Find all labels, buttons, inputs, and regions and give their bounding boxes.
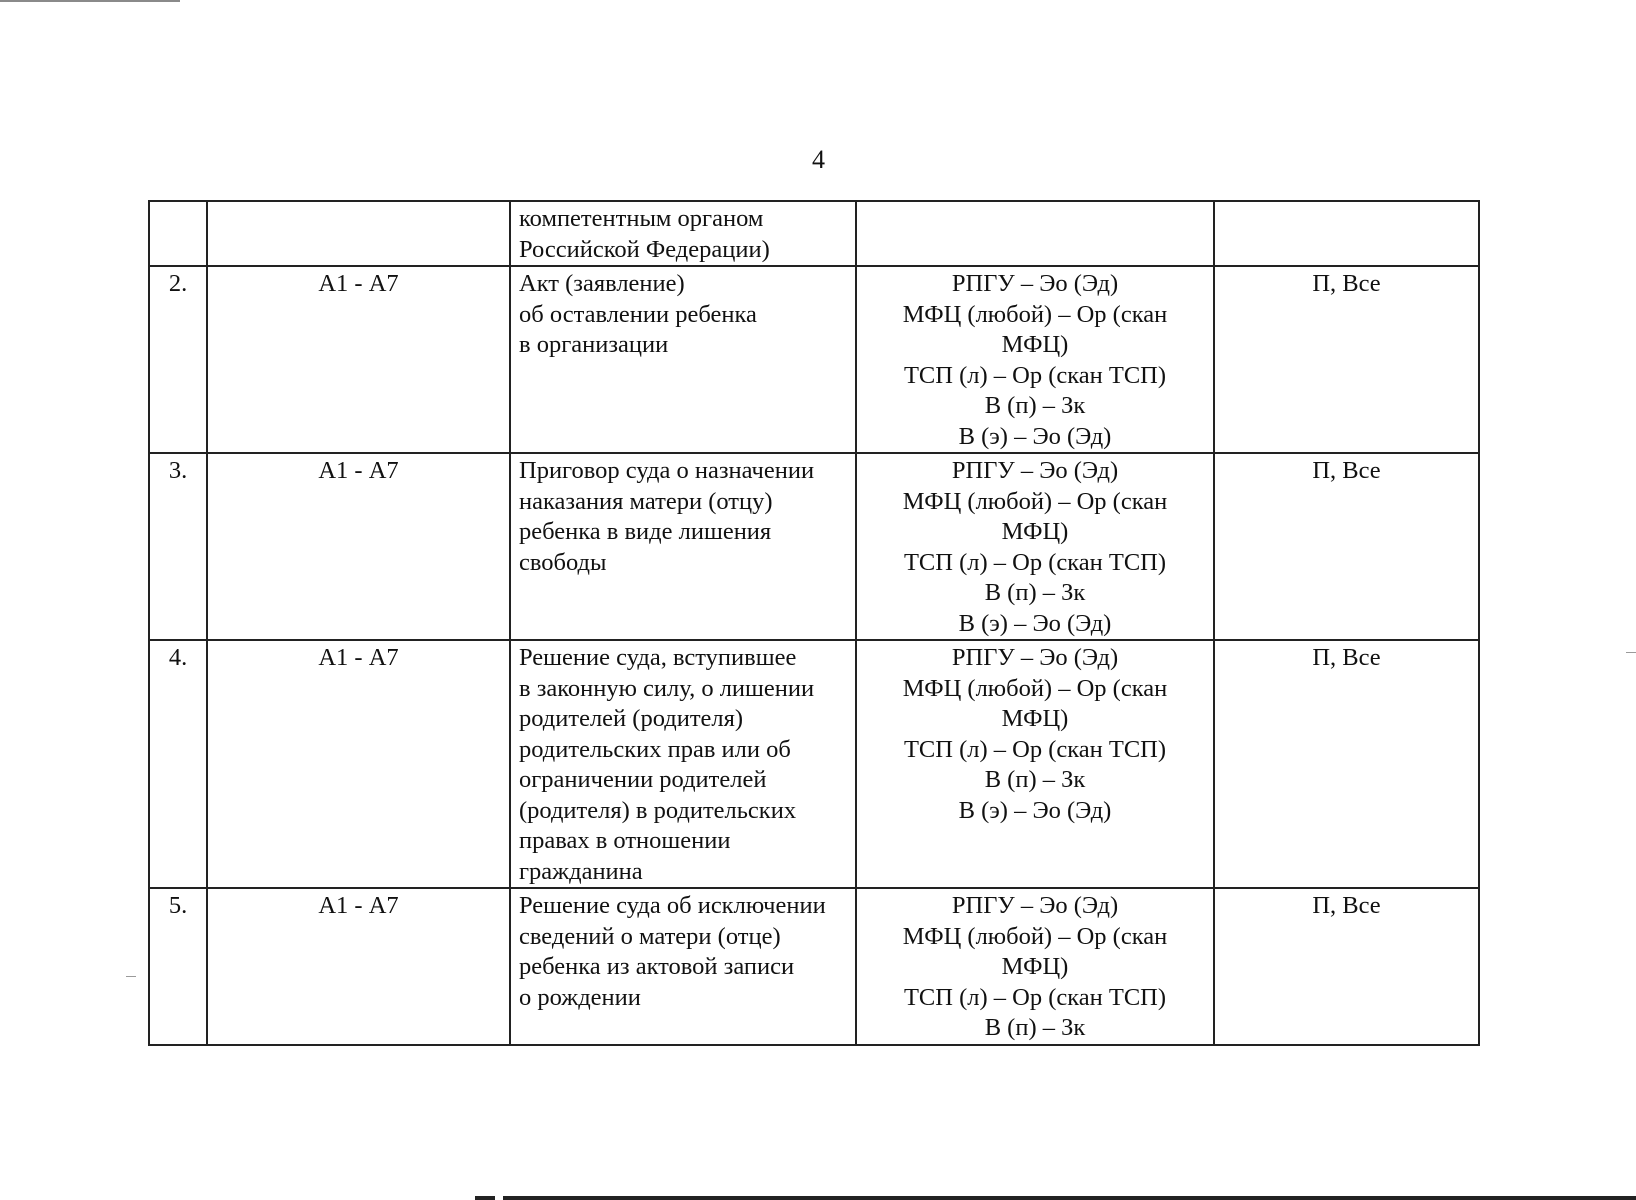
document-name-cell <box>510 201 856 266</box>
category-cell: П, Все <box>1214 640 1479 888</box>
document-name-cell <box>510 266 856 453</box>
documents-table-body <box>149 201 1479 1045</box>
submission-method-line: РПГУ – Эо (Эд) <box>951 457 1119 484</box>
submission-method-line: В (э) – Эо (Эд) <box>958 796 1112 824</box>
applicant-code-cell: А1 - А7 <box>207 266 510 453</box>
submission-method-cell <box>856 453 1214 640</box>
submission-method-line: ТСП (л) – Ор (скан ТСП) <box>903 361 1167 389</box>
submission-method-line: МФЦ) <box>1001 331 1069 358</box>
table-row <box>149 266 1479 453</box>
submission-method-line: В (п) – Зк <box>984 392 1086 419</box>
document-name-line: родителей (родителя) <box>519 705 744 732</box>
submission-method-line: МФЦ) <box>1001 705 1069 732</box>
submission-method-line: В (п) – Зк <box>984 579 1086 606</box>
document-name-line: Акт (заявление) <box>519 270 685 297</box>
document-name-cell <box>510 888 856 1045</box>
applicant-code-cell: А1 - А7 <box>207 640 510 888</box>
scan-top-rule <box>0 0 180 2</box>
applicant-code-cell: А1 - А7 <box>207 453 510 640</box>
document-name-line: Решение суда об исключении <box>519 892 826 919</box>
submission-method-line: ТСП (л) – Ор (скан ТСП) <box>903 548 1167 576</box>
submission-method-line: МФЦ (любой) – Ор (скан <box>902 300 1168 328</box>
submission-method-cell <box>856 266 1214 453</box>
document-name-line: свободы <box>519 548 607 576</box>
document-name-line: ребенка в виде лишения <box>519 518 772 545</box>
document-name-line: правах в отношении <box>519 827 731 854</box>
scan-margin-mark <box>1626 652 1636 653</box>
submission-method-line: РПГУ – Эо (Эд) <box>951 892 1119 919</box>
document-name-cell <box>510 640 856 888</box>
document-name-line: о рождении <box>519 983 641 1011</box>
document-name-cell <box>510 453 856 640</box>
document-name-line: (родителя) в родительских <box>519 796 797 824</box>
row-number-cell: 4. <box>149 640 207 888</box>
table-row <box>149 201 1479 266</box>
submission-method-cell <box>856 888 1214 1045</box>
table-row <box>149 453 1479 640</box>
submission-method-line: В (п) – Зк <box>984 1014 1086 1041</box>
category-cell: П, Все <box>1214 888 1479 1045</box>
scan-bottom-rule-gap <box>495 1196 503 1200</box>
scan-margin-mark <box>126 976 136 977</box>
row-number-cell: 2. <box>149 266 207 453</box>
document-name-line: ограничении родителей <box>519 766 767 793</box>
document-name-line: Решение суда, вступившее <box>519 644 797 671</box>
category-cell: П, Все <box>1214 266 1479 453</box>
document-name-line: Российской Федерации) <box>519 235 770 263</box>
page-number: 4 <box>812 145 825 174</box>
submission-method-line: В (э) – Эо (Эд) <box>958 422 1112 450</box>
submission-method-line: РПГУ – Эо (Эд) <box>951 644 1119 671</box>
document-name-line: сведений о матери (отце) <box>519 922 781 950</box>
submission-method-line: МФЦ) <box>1001 518 1069 545</box>
submission-method-line: В (э) – Эо (Эд) <box>958 609 1112 637</box>
table-row <box>149 640 1479 888</box>
applicant-code-cell <box>207 201 510 266</box>
applicant-code-cell: А1 - А7 <box>207 888 510 1045</box>
row-number-cell: 5. <box>149 888 207 1045</box>
submission-method-line: РПГУ – Эо (Эд) <box>951 270 1119 297</box>
submission-method-cell <box>856 640 1214 888</box>
category-cell: П, Все <box>1214 453 1479 640</box>
documents-table <box>148 200 1480 1046</box>
submission-method-line: ТСП (л) – Ор (скан ТСП) <box>903 735 1167 763</box>
row-number-cell: 3. <box>149 453 207 640</box>
document-name-line: об оставлении ребенка <box>519 300 757 328</box>
submission-method-line: МФЦ (любой) – Ор (скан <box>902 487 1168 515</box>
document-name-line: в организации <box>519 331 669 358</box>
submission-method-cell <box>856 201 1214 266</box>
submission-method-line: МФЦ (любой) – Ор (скан <box>902 922 1168 950</box>
document-name-line: в законную силу, о лишении <box>519 674 815 702</box>
document-name-line: родительских прав или об <box>519 735 791 763</box>
submission-method-line: МФЦ (любой) – Ор (скан <box>902 674 1168 702</box>
submission-method-line: МФЦ) <box>1001 953 1069 980</box>
table-row <box>149 888 1479 1045</box>
submission-method-line: В (п) – Зк <box>984 766 1086 793</box>
document-name-line: ребенка из актовой записи <box>519 953 795 980</box>
scan-bottom-rule <box>475 1196 1636 1200</box>
document-name-line: наказания матери (отцу) <box>519 487 773 515</box>
row-number-cell <box>149 201 207 266</box>
document-name-line: гражданина <box>519 857 643 885</box>
category-cell <box>1214 201 1479 266</box>
submission-method-line: ТСП (л) – Ор (скан ТСП) <box>903 983 1167 1011</box>
document-name-line: Приговор суда о назначении <box>519 457 815 484</box>
document-name-line: компетентным органом <box>519 205 764 232</box>
